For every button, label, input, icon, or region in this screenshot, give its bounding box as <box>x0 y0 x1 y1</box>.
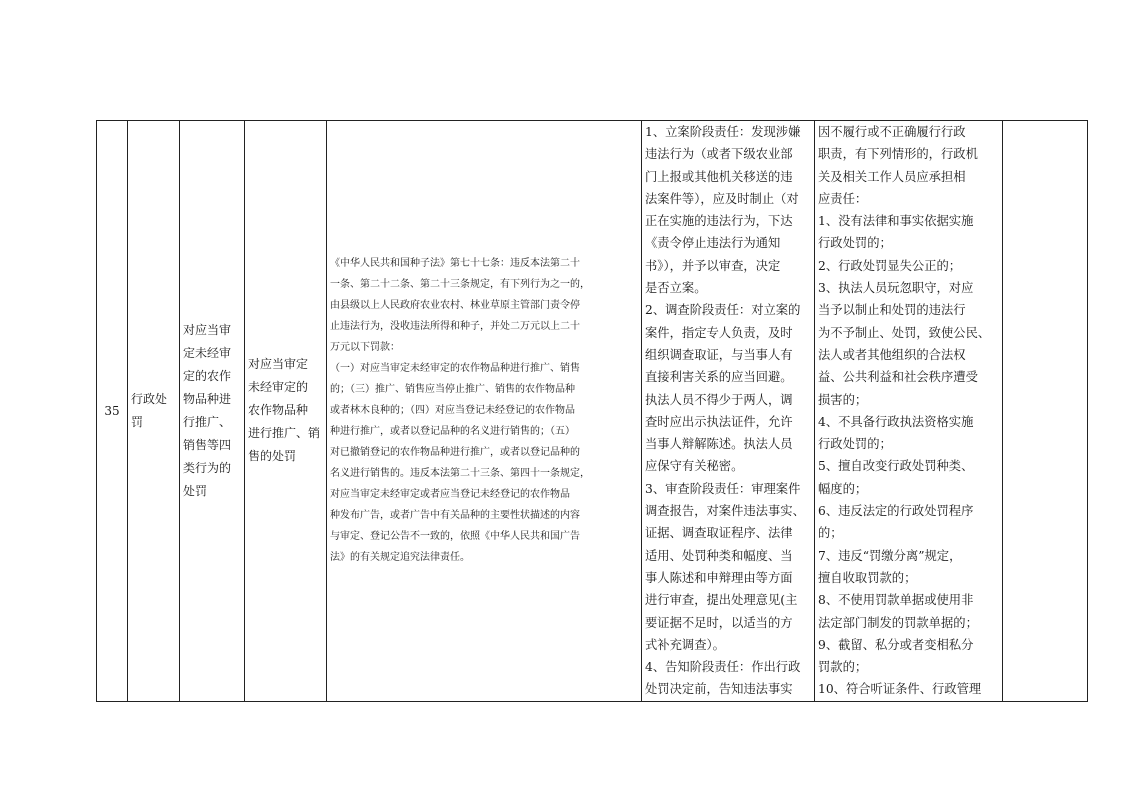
accountability-line: 1、没有法律和事实依据实施 <box>818 214 974 229</box>
accountability-line: 法定部门制发的罚款单据的； <box>818 615 978 630</box>
remarks-cell <box>1003 121 1088 702</box>
responsibility-line: 书》），并予以审查，决定 <box>645 258 781 273</box>
responsibility-line: 案件，指定专人负责，及时 <box>645 325 793 340</box>
accountability-line: 5、擅自改变行政处罚种类、 <box>818 459 974 474</box>
power-type-cell <box>128 121 180 702</box>
accountability-line: 罚款的； <box>818 660 868 675</box>
accountability-line: 因不履行或不正确履行行政 <box>818 125 966 139</box>
responsibility-line: 《责令停止违法行为通知 <box>645 236 781 251</box>
sub-item-line: 对应当审定 <box>248 357 309 372</box>
power-type-line: 罚 <box>131 414 144 429</box>
responsibility-line: 门上报或其他机关移送的违 <box>645 169 793 184</box>
legal-basis-line: 对已撤销登记的农作物品种进行推广，或者以登记品种的 <box>330 447 580 459</box>
accountability-line: 6、违反法定的行政处罚程序 <box>818 504 974 519</box>
responsibility-line: 组织调查取证，与当事人有 <box>645 347 793 362</box>
accountability-line: 2、行政处罚显失公正的； <box>818 258 962 273</box>
responsibility-line: 查时应出示执法证件，允许 <box>645 414 793 429</box>
responsibility-line: 应保守有关秘密。 <box>645 459 744 474</box>
responsibility-line: 1、立案阶段责任：发现涉嫌 <box>645 125 801 139</box>
responsibility-line: 事人陈述和申辩理由等方面 <box>645 570 793 585</box>
responsibility-line: 4、告知阶段责任：作出行政 <box>645 660 801 675</box>
power-item-line: 销售等四 <box>183 437 232 452</box>
responsibility-line: 直接利害关系的应当回避。 <box>645 370 793 385</box>
responsibility-line: 要证据不足时，以适当的方 <box>645 615 793 630</box>
accountability-line: 法人或者其他组织的合法权 <box>818 347 966 362</box>
responsibility-cell <box>642 121 815 702</box>
accountability-line: 关及相关工作人员应承担相 <box>818 169 966 184</box>
responsibility-line: 当事人辩解陈述。执法人员 <box>645 437 793 452</box>
accountability-line: 的； <box>818 526 843 541</box>
legal-basis-line: 或者林木良种的；（四）对应当登记未经登记的农作物品 <box>330 405 575 417</box>
power-item-line: 处罚 <box>183 483 208 498</box>
row-number: 35 <box>97 121 128 702</box>
sub-item-line: 农作物品种 <box>248 403 309 418</box>
responsibility-line: 证据、调查取证程序、法律 <box>645 526 793 541</box>
legal-basis-line: 法》的有关规定追究法律责任。 <box>330 552 470 564</box>
legal-basis-line: （一）对应当审定未经审定的农作物品种进行推广、销售 <box>330 363 580 375</box>
power-item-line: 行推广、 <box>183 414 232 429</box>
accountability-line: 为不予制止、处罚，致使公民、 <box>818 325 991 340</box>
responsibility-line: 式补充调查）。 <box>645 637 725 652</box>
sub-item-line: 未经审定的 <box>248 380 309 395</box>
legal-basis-line: 由县级以上人民政府农业农村、林业草原主管部门责令停 <box>330 300 580 312</box>
legal-basis-line: 一条、第二十二条、第二十三条规定，有下列行为之一的， <box>330 279 590 291</box>
accountability-line: 应责任： <box>818 191 868 206</box>
legal-basis-cell <box>327 121 642 702</box>
power-item-line: 类行为的 <box>183 460 232 475</box>
legal-basis-line: 种发布广告，或者广告中有关品种的主要性状描述的内容 <box>330 510 580 522</box>
table-row <box>97 121 1088 702</box>
accountability-line: 擅自收取罚款的； <box>818 570 917 585</box>
accountability-line: 8、不使用罚款单据或使用非 <box>818 593 974 608</box>
responsibility-line: 违法行为（或者下级农业部 <box>645 147 793 162</box>
responsibility-line: 正在实施的违法行为，下达 <box>645 214 793 229</box>
accountability-line: 10、符合听证条件、行政管理 <box>818 682 982 697</box>
accountability-line: 9、截留、私分或者变相私分 <box>818 637 974 652</box>
legal-basis-line: 种进行推广，或者以登记品种的名义进行销售的；（五） <box>330 426 575 438</box>
power-item-line: 定未经审 <box>183 345 232 360</box>
power-item-line: 物品种进 <box>183 391 232 406</box>
sub-item-line: 售的处罚 <box>248 449 297 464</box>
sub-item-line: 进行推广、销 <box>248 426 321 441</box>
responsibility-line: 是否立案。 <box>645 281 707 296</box>
accountability-line: 职责，有下列情形的，行政机 <box>818 147 978 162</box>
accountability-line: 幅度的； <box>818 481 868 496</box>
accountability-line: 行政处罚的； <box>818 236 892 251</box>
responsibility-line: 适用、处罚种类和幅度、当 <box>645 548 793 563</box>
legal-basis-line: 的；（三）推广、销售应当停止推广、销售的农作物品种 <box>330 384 575 396</box>
legal-basis-line: 与审定、登记公告不一致的，依照《中华人民共和国广告 <box>330 531 580 543</box>
power-item-line: 定的农作 <box>183 368 232 383</box>
accountability-cell <box>815 121 1003 702</box>
power-list-table <box>96 120 1088 702</box>
accountability-line: 3、执法人员玩忽职守，对应 <box>818 281 974 296</box>
legal-basis-line: 止违法行为，没收违法所得和种子，并处二万元以上二十 <box>330 321 580 333</box>
accountability-line: 行政处罚的； <box>818 437 892 452</box>
responsibility-line: 调查报告，对案件违法事实、 <box>645 504 805 519</box>
accountability-line: 4、不具备行政执法资格实施 <box>818 414 974 429</box>
accountability-line: 当予以制止和处罚的违法行 <box>818 303 966 318</box>
accountability-line: 7、违反“罚缴分离”规定， <box>818 548 962 563</box>
accountability-line: 损害的； <box>818 392 868 407</box>
sub-item-cell <box>245 121 327 702</box>
responsibility-line: 法案件等），应及时制止（对 <box>645 191 799 206</box>
power-type-line: 行政处 <box>131 391 168 406</box>
responsibility-line: 2、调查阶段责任：对立案的 <box>645 303 801 318</box>
legal-basis-line: 对应当审定未经审定或者应当登记未经登记的农作物品 <box>330 489 570 501</box>
responsibility-line: 执法人员不得少于两人，调 <box>645 392 793 407</box>
responsibility-line: 3、审查阶段责任：审理案件 <box>645 481 801 496</box>
responsibility-line: 进行审查，提出处理意见(主 <box>645 593 798 608</box>
legal-basis-line: 《中华人民共和国种子法》第七十七条：违反本法第二十 <box>330 258 580 270</box>
responsibility-line: 处罚决定前，告知违法事实 <box>645 682 793 697</box>
power-item-cell <box>180 121 245 702</box>
power-item-line: 对应当审 <box>183 322 232 337</box>
accountability-line: 益、公共利益和社会秩序遭受 <box>818 370 978 385</box>
legal-basis-line: 万元以下罚款： <box>330 342 400 354</box>
legal-basis-line: 名义进行销售的。违反本法第二十三条、第四十一条规定， <box>330 468 590 480</box>
